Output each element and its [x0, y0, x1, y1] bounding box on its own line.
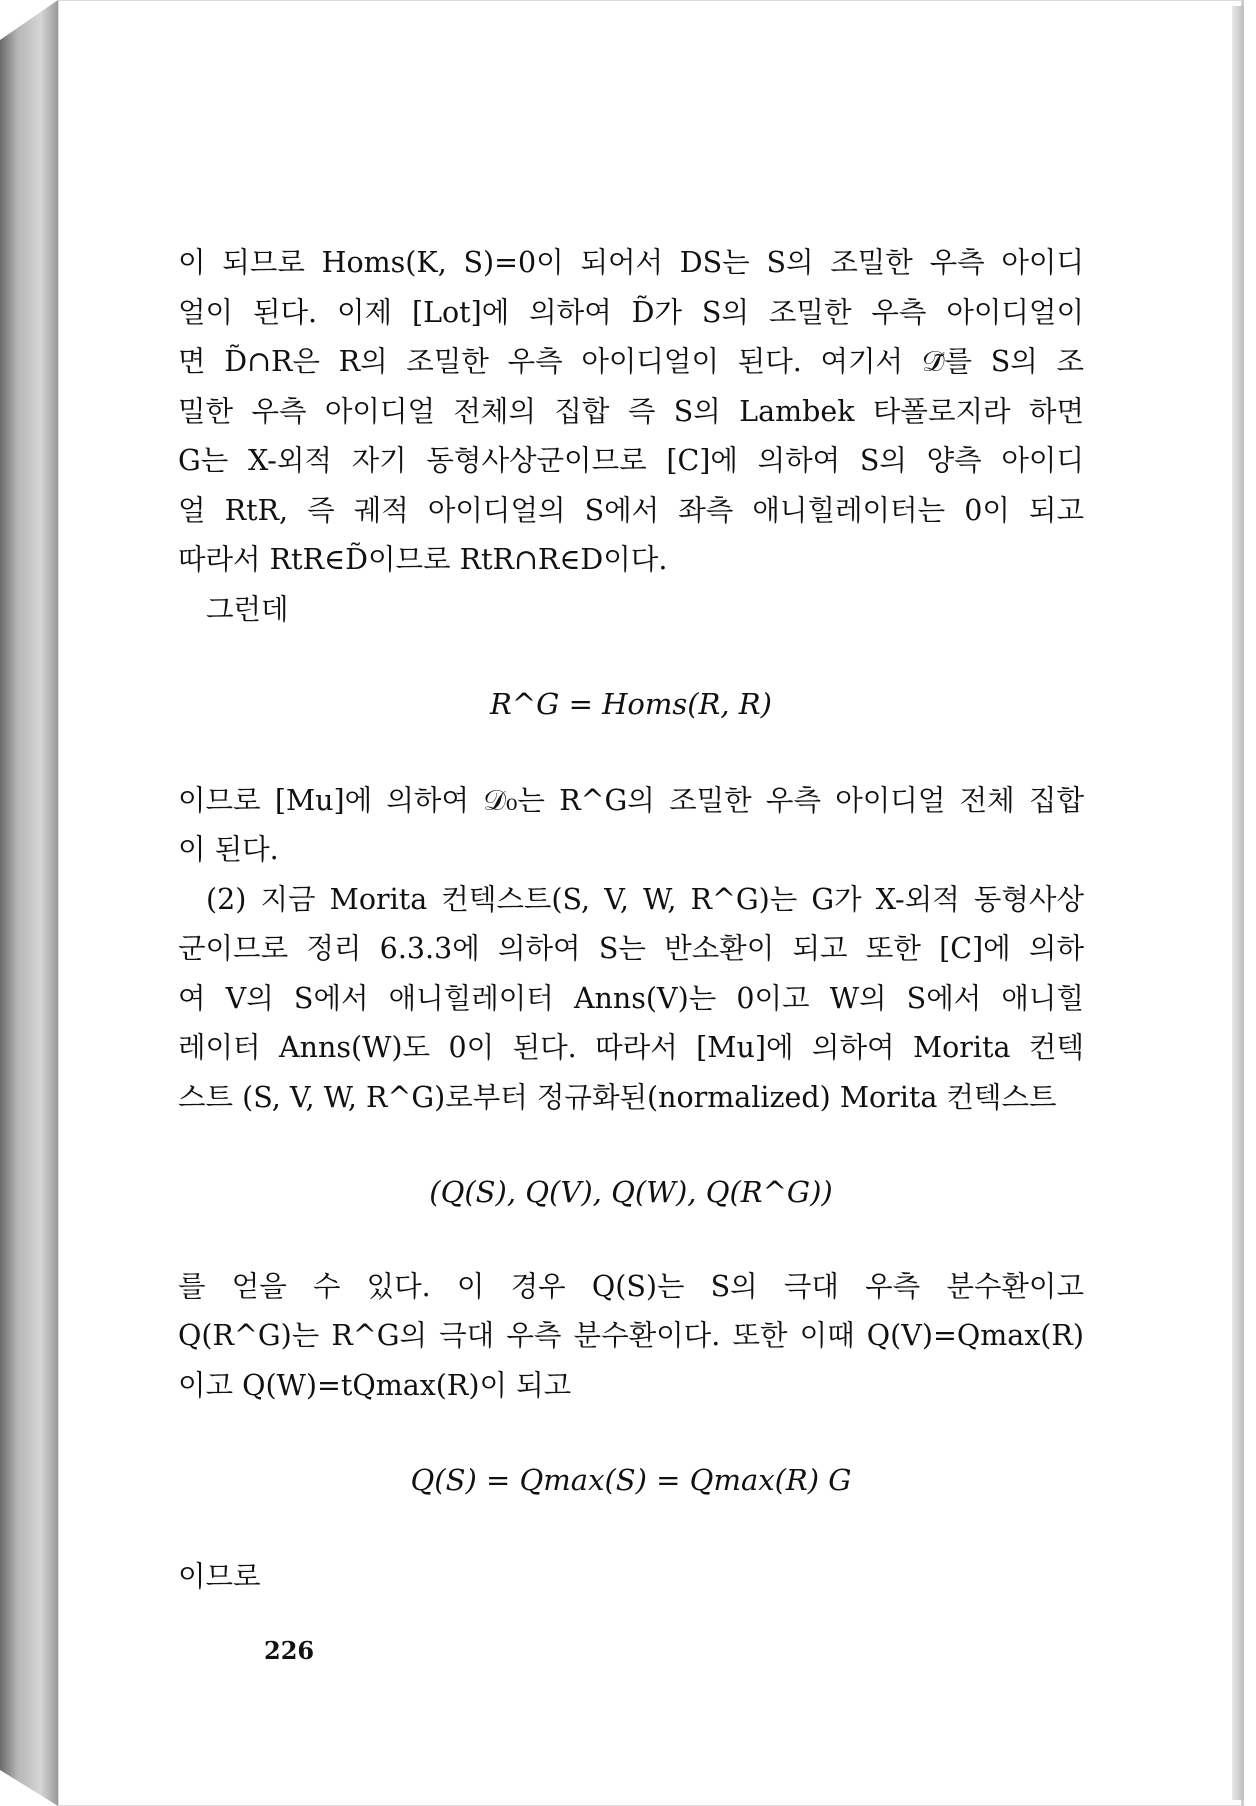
paragraph-3 — [178, 875, 1084, 1123]
text-line: 이 되므로 Homs(K, S)=0이 되어서 DS는 S의 조밀한 우측 아이디 — [178, 246, 1084, 279]
text-line: 면 D̃∩R은 R의 조밀한 우측 아이디얼이 된다. 여기서 𝒟̃를 S의 조 — [178, 345, 1084, 378]
text-line: 밀한 우측 아이디얼 전체의 집합 즉 S의 Lambek 타폴로지라 하면 — [178, 394, 1084, 428]
text-line: (2) 지금 Morita 컨텍스트(S, V, W, R^G)는 G가 X-외적 동형사상 — [206, 882, 1084, 916]
equation-3: Q(S) = Qmax(S) = Qmax(R) G — [410, 1463, 852, 1497]
text-line: G는 X-외적 자기 동형사상군이므로 [C]에 의하여 S의 양측 아이디 — [178, 444, 1084, 477]
equation-1: R^G = Homs(R, R) — [490, 687, 772, 721]
paragraph-1 — [178, 238, 1084, 585]
text-line: 레이터 Anns(W)도 0이 된다. 따라서 [Mu]에 의하여 Morita 컨텍 — [178, 1031, 1084, 1064]
text-line: 를 얻을 수 있다. 이 경우 Q(S)는 S의 극대 우측 분수환이고 — [178, 1269, 1084, 1303]
text-line: 이므로 — [178, 1559, 261, 1593]
paragraph-2 — [178, 776, 1084, 875]
text-line: 스트 (S, V, W, R^G)로부터 정규화된(normalized) Morita 컨텍스트 — [178, 1080, 1057, 1114]
text-line: 여 V의 S에서 애니힐레이터 Anns(V)는 0이고 W의 S에서 애니힐 — [178, 981, 1084, 1015]
text-line: 이고 Q(W)=tQmax(R)이 되고 — [178, 1368, 572, 1402]
text-line: 따라서 RtR∈D̃이므로 RtR∩R∈D이다. — [178, 543, 668, 576]
paragraph-4 — [178, 1262, 1084, 1411]
page-edge — [1232, 6, 1244, 1800]
text-line: 얼이 된다. 이제 [Lot]에 의하여 D̃가 S의 조밀한 우측 아이디얼이 — [178, 295, 1084, 329]
book-spine — [0, 0, 58, 1806]
text-line: 군이므로 정리 6.3.3에 의하여 S는 반소환이 되고 또한 [C]에 의하 — [178, 932, 1084, 965]
page-content — [178, 238, 1084, 1601]
text-line: 이므로 [Mu]에 의하여 𝒟₀는 R^G의 조밀한 우측 아이디얼 전체 집합 — [178, 783, 1084, 817]
equation-2: (Q(S), Q(V), Q(W), Q(R^G)) — [429, 1175, 833, 1209]
text-line: 얼 RtR, 즉 궤적 아이디얼의 S에서 좌측 애니힐레이터는 0이 되고 — [178, 493, 1084, 527]
text-line: 그런데 — [206, 592, 289, 626]
text-line: Q(R^G)는 R^G의 극대 우측 분수환이다. 또한 이때 Q(V)=Qmax(R) — [178, 1319, 1084, 1352]
page-number: 226 — [264, 1636, 315, 1665]
text-line: 이 된다. — [178, 833, 279, 866]
